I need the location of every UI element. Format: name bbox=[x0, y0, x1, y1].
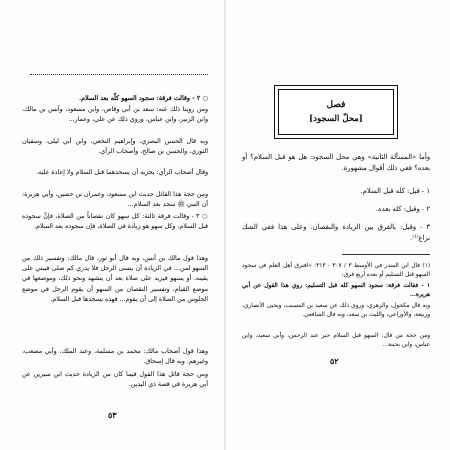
footnote-4: ومن حجة من قال: السهو قبل السلام خبر عبد الرحمن، وأبي سعيد، وابن عباس، وابن بحينة... bbox=[242, 333, 430, 349]
left-paragraph-3: وبه قال الحسن البصري، وإبراهيم النخعي، وابن أبي ليلى، وسفيان الثوري، والحسن بن صالح، وأصحاب الرأي. bbox=[22, 138, 208, 156]
footnote-3: وبه قال مكحول، والزهري، وروي ذلك عن سعيد بن المسيب، ويحيى الأنصاري، وربيعة، والأوزاعي، والليث بن سعد، وبه قال الشافعي. bbox=[242, 303, 430, 319]
right-page-number: ٥٢ bbox=[330, 356, 339, 366]
section-heading-box bbox=[274, 85, 398, 139]
right-paragraph-4: ٣ - وقيل: بالفرق بين الزيادة والنقصان. وعلى هذا ففي الشك نزاع⁽¹⁾. bbox=[242, 223, 430, 242]
footnote-2: ١ - فقالت فرقة: سجود السهو كله قبل التسليم: روي هذا القول عن أبي هريرة... bbox=[242, 283, 430, 299]
right-page bbox=[226, 0, 450, 450]
left-paragraph-2: ومن روينا ذلك عنه: سعد بن أبي وقاص، وابن مسعود، وأنس بن مالك، وابن الزبير، وابن عباس، وروي ذلك عن علي، وعمار... bbox=[22, 106, 208, 124]
right-paragraph-2: ١ - قيل: كله قبل السلام. bbox=[360, 187, 430, 195]
footnote-separator bbox=[342, 254, 430, 255]
left-paragraph-7: وهذا قول مالك بن أنس، وبه قال أبو ثور، قال مالك: وتفسير ذلك من السهو لمن... في الزيادة أن ينسى الرجل فلا يدري كم صلى فيبني على يقينه، أو يسهو فيزيد على صلاة بعد أن يتشهد ونحو ذلك، وموضعها في موضع القيام، وتفسير النقصان من السهو أن يقوم الرجل في موضع الجلوس من الصلاة إلى أن يقوم... فهذه يسجدها قبل السلام. bbox=[22, 255, 208, 303]
left-page-number: ٥٣ bbox=[108, 410, 117, 420]
right-paragraph-3: ٢ - وقيل: كله بعده. bbox=[375, 205, 430, 213]
left-paragraph-4: وقال أصحاب الرأي: يجزيه أن يسجدهما قبل السلام ولا إعادة عليه. bbox=[36, 169, 208, 176]
dotted-header-rule bbox=[30, 74, 208, 75]
section-heading-subtitle: [محلّ السجود] bbox=[309, 114, 363, 124]
left-paragraph-5: ومن حجة هذا القائل حديث ابن مسعود، وعمران بن حصين، وأبي هريرة: أن النبي ﷺ سجد بعد السلام... bbox=[22, 191, 208, 209]
left-paragraph-1: ○ ٢ - وقالت فرقة: سجود السهو كلّه بعد السلام. bbox=[78, 95, 208, 102]
left-paragraph-8: وهذا قول أصحاب مالك: محمد بن مسلمة، وعبد الملك، وأبي مصعب، وغيرهم. وبه قال إسحاق. bbox=[22, 348, 208, 366]
section-heading-title: فصل bbox=[326, 100, 346, 110]
left-paragraph-9: ومن حجة قائل هذا القول فيما كان من الزيادة حديث ابن سيرين عن أبي هريرة في قصة ذي اليدين. bbox=[22, 371, 208, 389]
left-page bbox=[0, 0, 224, 450]
section-heading-inner-frame bbox=[278, 89, 394, 135]
footnote-1: (١) قال ابن المنذر في الأوسط ٣ / ٣٠٧ - ٣١٣: «افترق أهل العلم في سجود السهو قبل التسليم أو بعده أربع فرق: bbox=[242, 263, 431, 279]
left-paragraph-6: ○ ٣ - وقالت فرقة ثالثة: كل سهو كان نقصاناً من الصلاة، فإنَّ سجوده قبل السلام، وكل سهو هو زيادة في الصلاة، فإن سجوده بعد السلام. bbox=[22, 213, 209, 231]
right-paragraph-1: وأما «المسألة الثانية» وهي محل السجود: هل هو قبل السلام؟ أو بعده؟ ففي ذلك أقوال مشهورة. bbox=[242, 153, 430, 172]
